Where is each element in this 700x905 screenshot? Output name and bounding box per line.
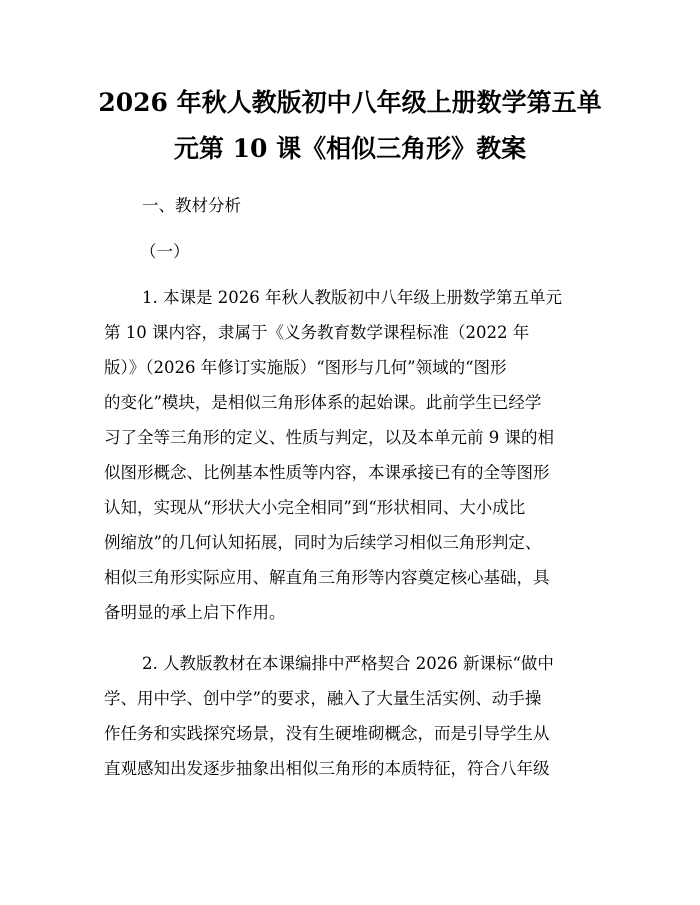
paragraph1-line-5: 习了全等三角形的定义、性质与判定，以及本单元前 9 课的相	[104, 428, 554, 447]
paragraph1-line-7: 认知，实现从“形状大小完全相同”到“形状相同、大小成比	[104, 498, 526, 517]
paragraph2-line-4: 直观感知出发逐步抽象出相似三角形的本质特征，符合八年级	[104, 759, 550, 778]
paragraph1-line-6: 似图形概念、比例基本性质等内容，本课承接已有的全等图形	[104, 463, 550, 482]
paragraph1-line-8: 例缩放”的几何认知拓展，同时为后续学习相似三角形判定、	[104, 533, 542, 552]
paragraph2-line-1: 2. 人教版教材在本课编排中严格契合 2026 新课标“做中	[142, 654, 554, 673]
document-title-line-1: 2026 年秋人教版初中八年级上册数学第五单	[98, 88, 602, 117]
paragraph1-line-4: 的变化”模块，是相似三角形体系的起始课。此前学生已经学	[104, 393, 542, 412]
paragraph2-line-3: 作任务和实践探究场景，没有生硬堆砌概念，而是引导学生从	[104, 724, 550, 743]
paragraph2-line-2: 学、用中学、创中学”的要求，融入了大量生活实例、动手操	[104, 689, 542, 708]
paragraph1-line-10: 备明显的承上启下作用。	[104, 603, 286, 622]
section-heading: 一、教材分析	[142, 196, 241, 215]
subsection-heading: （一）	[140, 242, 190, 261]
paragraph1-line-2: 第 10 课内容，隶属于《义务教育数学课程标准（2022 年	[104, 323, 530, 342]
paragraph1-line-1: 1. 本课是 2026 年秋人教版初中八年级上册数学第五单元	[142, 288, 562, 307]
paragraph1-line-3: 版）》（2026 年修订实施版）“图形与几何”领域的“图形	[104, 358, 507, 377]
document-title-line-2: 元第 10 课《相似三角形》教案	[173, 134, 527, 163]
paragraph1-line-9: 相似三角形实际应用、解直角三角形等内容奠定核心基础，具	[104, 568, 550, 587]
